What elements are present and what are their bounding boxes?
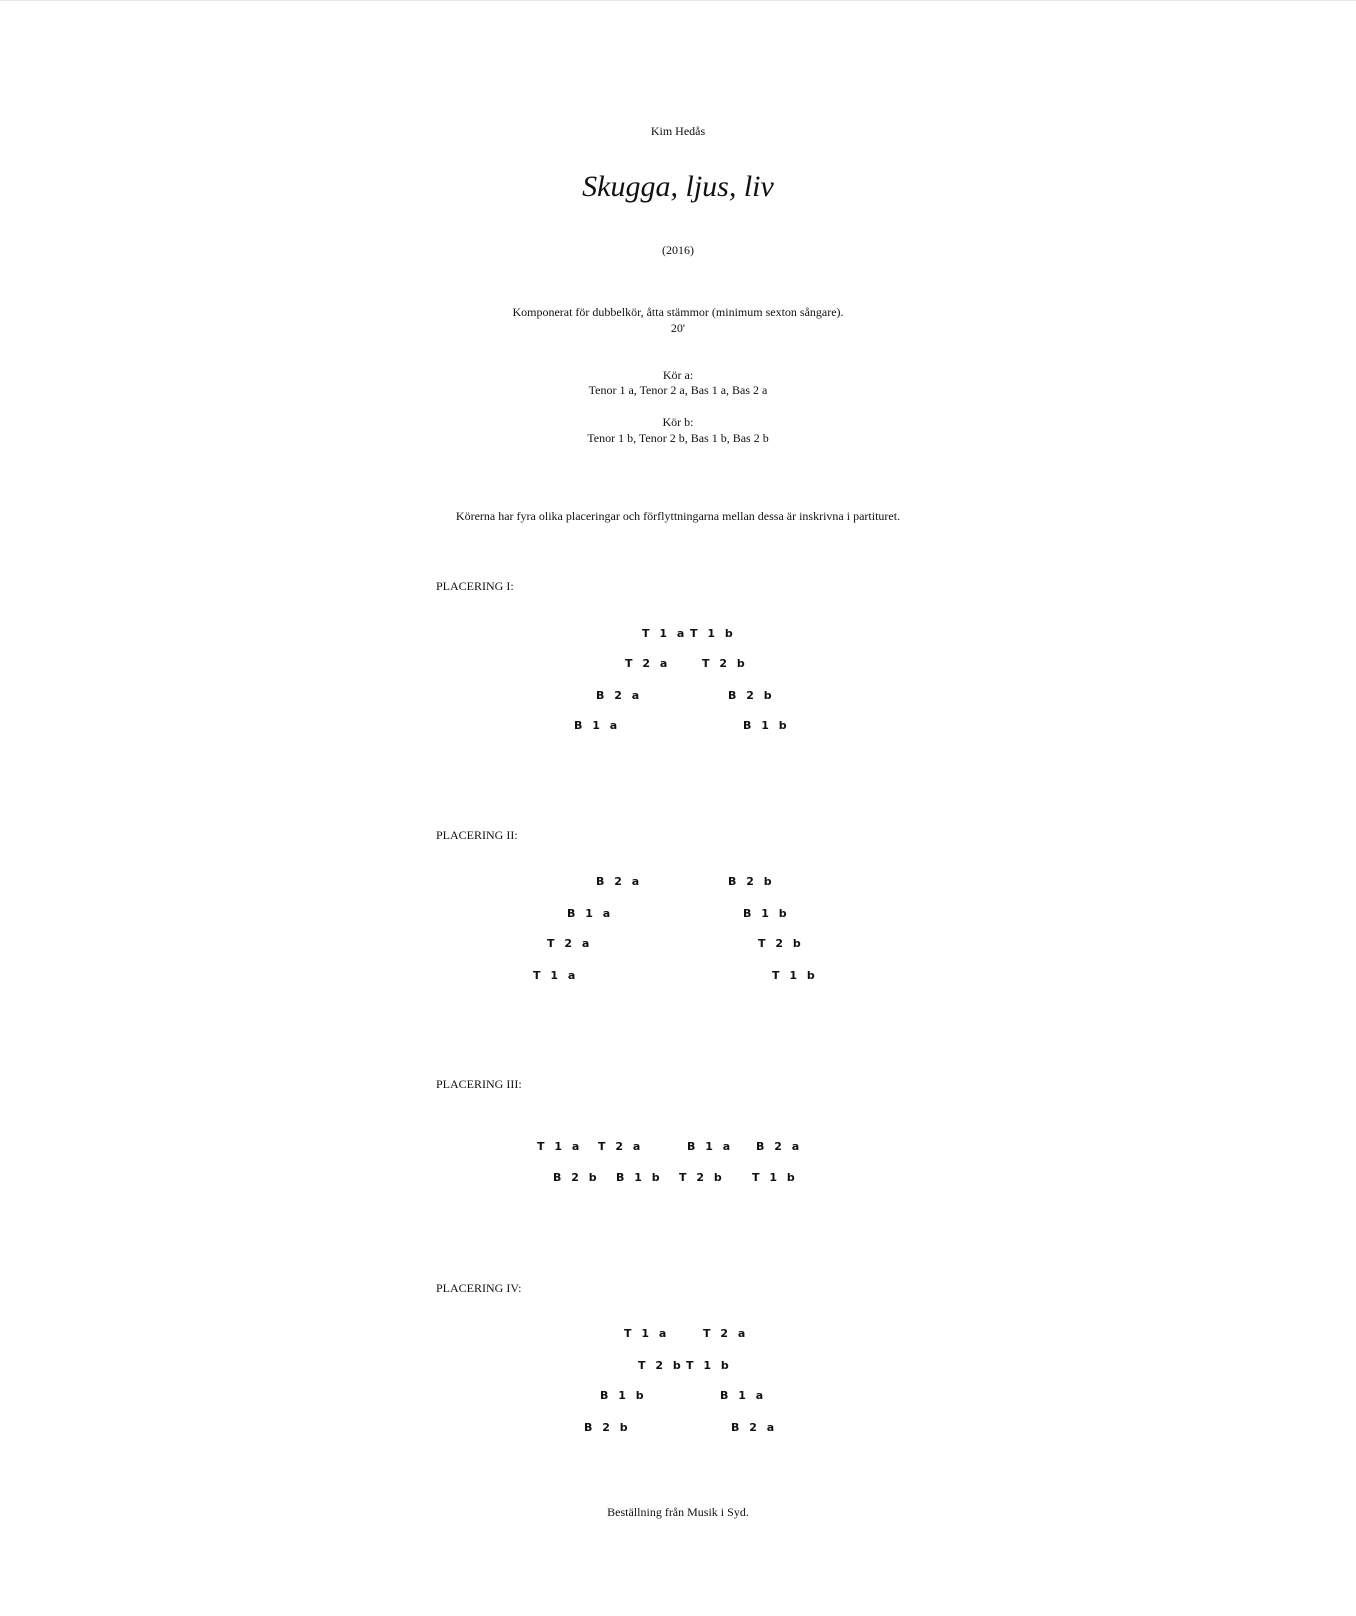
work-title: Skugga, ljus, liv bbox=[582, 170, 774, 203]
placement-1-voice: T 1 a bbox=[642, 627, 688, 640]
composition-year: (2016) bbox=[662, 243, 694, 257]
scoring-description: Komponerat för dubbelkör, åtta stämmor (minimum sexton sångare). bbox=[512, 305, 844, 319]
choir-b-label: Kör b: bbox=[662, 415, 694, 429]
choir-a-label: Kör a: bbox=[662, 368, 694, 382]
top-border bbox=[0, 0, 1356, 1]
placement-3-voice: B 2 a bbox=[756, 1140, 803, 1153]
placement-1-voice: B 2 a bbox=[596, 689, 643, 702]
placement-2-voice: B 1 a bbox=[567, 907, 614, 920]
intro-text: Körerna har fyra olika placeringar och förflyttningarna mellan dessa är inskrivna i partituret. bbox=[455, 509, 901, 523]
placement-4-voice: B 1 a bbox=[720, 1389, 767, 1402]
placement-1-voice: B 1 b bbox=[743, 719, 790, 732]
placement-2-voice: B 2 b bbox=[728, 875, 775, 888]
placement-4-voice: B 1 b bbox=[600, 1389, 647, 1402]
placement-2-heading: PLACERING II: bbox=[436, 828, 518, 842]
placement-4-voice: T 2 a bbox=[703, 1327, 749, 1340]
placement-3-voice: T 2 b bbox=[679, 1171, 725, 1184]
placement-2-voice: T 1 b bbox=[772, 969, 818, 982]
placement-4-voice: B 2 a bbox=[731, 1421, 778, 1434]
placement-3-voice: T 2 a bbox=[598, 1140, 644, 1153]
placement-1-voice: B 2 b bbox=[728, 689, 775, 702]
placement-4-voice: T 2 b bbox=[638, 1359, 684, 1372]
placement-4-heading: PLACERING IV: bbox=[436, 1281, 522, 1295]
placement-1-voice: T 2 a bbox=[625, 657, 671, 670]
placement-3-voice: T 1 b bbox=[752, 1171, 798, 1184]
placement-2-voice: B 2 a bbox=[596, 875, 643, 888]
placement-3-voice: T 1 a bbox=[537, 1140, 583, 1153]
placement-1-voice: T 1 b bbox=[690, 627, 736, 640]
choir-b-voices: Tenor 1 b, Tenor 2 b, Bas 1 b, Bas 2 b bbox=[587, 431, 769, 445]
composer-name: Kim Hedås bbox=[650, 124, 706, 138]
placement-3-voice: B 2 b bbox=[553, 1171, 600, 1184]
placement-4-voice: T 1 a bbox=[624, 1327, 670, 1340]
placement-4-voice: T 1 b bbox=[686, 1359, 732, 1372]
placement-3-heading: PLACERING III: bbox=[436, 1077, 522, 1091]
placement-4-voice: B 2 b bbox=[584, 1421, 631, 1434]
placement-2-voice: B 1 b bbox=[743, 907, 790, 920]
placement-2-voice: T 2 b bbox=[758, 937, 804, 950]
placement-1-voice: T 2 b bbox=[702, 657, 748, 670]
duration: 20' bbox=[670, 321, 686, 335]
placement-3-voice: B 1 b bbox=[616, 1171, 663, 1184]
placement-2-voice: T 2 a bbox=[547, 937, 593, 950]
placement-1-voice: B 1 a bbox=[574, 719, 621, 732]
placement-3-voice: B 1 a bbox=[687, 1140, 734, 1153]
placement-1-heading: PLACERING I: bbox=[436, 579, 514, 593]
commission-note: Beställning från Musik i Syd. bbox=[607, 1505, 749, 1519]
choir-a-voices: Tenor 1 a, Tenor 2 a, Bas 1 a, Bas 2 a bbox=[588, 383, 768, 397]
placement-2-voice: T 1 a bbox=[533, 969, 579, 982]
